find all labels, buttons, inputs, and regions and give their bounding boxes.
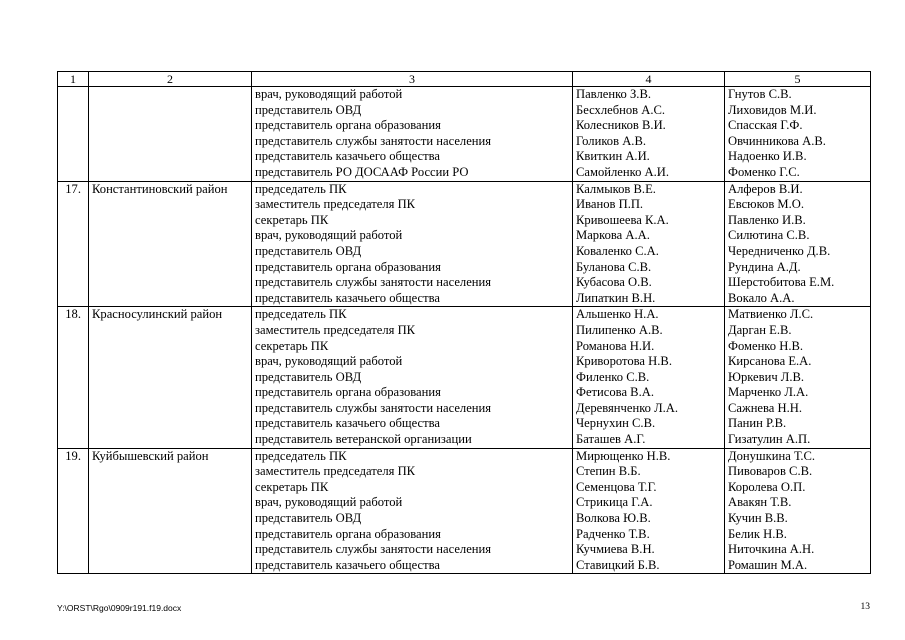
header-row xyxy=(58,72,871,87)
role-line: заместитель председателя ПК xyxy=(255,464,416,479)
role-line: представитель органа образования xyxy=(255,526,441,541)
member-name: Иванов П.П. xyxy=(576,197,644,212)
role-cell xyxy=(252,307,573,448)
role-line: врач, руководящий работой xyxy=(255,87,403,101)
row-number-cell xyxy=(58,87,89,182)
member-cell xyxy=(573,87,725,182)
deputy-name: Дарган Е.В. xyxy=(728,322,792,337)
role-line: представитель РО ДОСААФ России РО xyxy=(255,164,469,179)
deputy-name: Алферов В.И. xyxy=(728,181,803,196)
district-name: Красносулинский район xyxy=(92,307,223,322)
column-header-4: 4 xyxy=(573,72,725,87)
deputy-name: Павленко И.В. xyxy=(728,212,806,227)
deputy-name: Авакян Т.В. xyxy=(728,495,792,510)
member-name: Квиткин А.И. xyxy=(576,149,650,164)
member-name: Баташев А.Г. xyxy=(576,432,646,447)
role-line: представитель органа образования xyxy=(255,385,441,400)
member-name: Пилипенко А.В. xyxy=(576,322,663,337)
deputy-name: Сажнева Н.Н. xyxy=(728,400,803,415)
district-cell xyxy=(89,448,252,574)
role-line: представитель казачьего общества xyxy=(255,416,440,431)
row-number: 19. xyxy=(65,448,81,463)
member-name: Стрикица Г.А. xyxy=(576,495,653,510)
member-name: Буланова С.В. xyxy=(576,259,652,274)
role-line: представитель казачьего общества xyxy=(255,557,440,572)
deputy-name: Гнутов С.В. xyxy=(728,87,792,101)
deputy-name: Марченко Л.А. xyxy=(728,385,809,400)
row-number-cell xyxy=(58,181,89,307)
role-line: председатель ПК xyxy=(255,181,347,196)
footer-page-number: 13 xyxy=(860,602,870,612)
column-header-5: 5 xyxy=(725,72,871,87)
deputy-cell xyxy=(725,87,871,182)
deputy-name: Кучин В.В. xyxy=(728,511,788,526)
role-line: представитель казачьего общества xyxy=(255,290,440,305)
footer-file-path: Y:\ORST\Rgo\0909r191.f19.docx xyxy=(57,603,182,613)
deputy-name: Кирсанова Е.А. xyxy=(728,354,812,369)
role-line: представитель ОВД xyxy=(255,369,362,384)
role-line: председатель ПК xyxy=(255,307,347,322)
deputy-name: Белик Н.В. xyxy=(728,526,787,541)
member-name: Степин В.Б. xyxy=(576,464,641,479)
member-name: Маркова А.А. xyxy=(576,228,650,243)
table-row xyxy=(58,181,871,307)
role-line: врач, руководящий работой xyxy=(255,495,403,510)
role-line: представитель ОВД xyxy=(255,102,362,117)
deputy-name: Панин Р.В. xyxy=(728,416,787,431)
row-number-cell xyxy=(58,307,89,448)
role-line: представитель службы занятости населения xyxy=(255,133,492,148)
role-line: представитель органа образования xyxy=(255,118,441,133)
member-cell xyxy=(573,181,725,307)
member-name: Бесхлебнов А.С. xyxy=(576,102,666,117)
member-name: Павленко З.В. xyxy=(576,87,652,101)
role-line: представитель казачьего общества xyxy=(255,149,440,164)
member-name: Кривошеева К.А. xyxy=(576,212,669,227)
role-cell xyxy=(252,181,573,307)
deputy-name: Спасская Г.Ф. xyxy=(728,118,803,133)
table-row xyxy=(58,87,871,182)
role-line: врач, руководящий работой xyxy=(255,354,403,369)
deputy-name: Матвиенко Л.С. xyxy=(728,307,814,322)
deputy-name: Гизатулин А.П. xyxy=(728,432,811,447)
deputy-name: Чередниченко Д.В. xyxy=(728,243,831,258)
deputy-name: Евсюков М.О. xyxy=(728,197,805,212)
commission-table xyxy=(57,71,871,574)
member-name: Филенко С.В. xyxy=(576,369,650,384)
district-cell xyxy=(89,307,252,448)
member-name: Ставицкий Б.В. xyxy=(576,557,660,572)
deputy-cell xyxy=(725,307,871,448)
deputy-name: Фоменко Н.В. xyxy=(728,338,804,353)
district-cell xyxy=(89,181,252,307)
member-name: Кучмиева В.Н. xyxy=(576,542,655,557)
member-name: Семенцова Т.Г. xyxy=(576,479,657,494)
member-name: Альшенко Н.А. xyxy=(576,307,659,322)
district-name: Константиновский район xyxy=(92,181,228,196)
member-name: Мирющенко Н.В. xyxy=(576,448,671,463)
row-number-cell xyxy=(58,448,89,574)
member-name: Чернухин С.В. xyxy=(576,416,656,431)
deputy-name: Юркевич Л.В. xyxy=(728,369,805,384)
member-cell xyxy=(573,448,725,574)
member-name: Калмыков В.Е. xyxy=(576,181,656,196)
deputy-name: Овчинникова А.В. xyxy=(728,133,826,148)
role-line: представитель ветеранской организации xyxy=(255,432,472,447)
role-line: председатель ПК xyxy=(255,448,347,463)
role-line: врач, руководящий работой xyxy=(255,228,403,243)
member-name: Радченко Т.В. xyxy=(576,526,650,541)
role-line: представитель службы занятости населения xyxy=(255,275,492,290)
table-row xyxy=(58,307,871,448)
deputy-name: Фоменко Г.С. xyxy=(728,164,800,179)
role-line: представитель органа образования xyxy=(255,259,441,274)
district-cell xyxy=(89,87,252,182)
role-cell xyxy=(252,87,573,182)
member-cell xyxy=(573,307,725,448)
role-line: заместитель председателя ПК xyxy=(255,322,416,337)
member-name: Романова Н.И. xyxy=(576,338,655,353)
deputy-name: Ниточкина А.Н. xyxy=(728,542,815,557)
member-name: Липаткин В.Н. xyxy=(576,290,656,305)
deputy-name: Пивоваров С.В. xyxy=(728,464,813,479)
deputy-name: Силютина С.В. xyxy=(728,228,810,243)
role-line: секретарь ПК xyxy=(255,479,329,494)
member-name: Коваленко С.А. xyxy=(576,243,659,258)
deputy-cell xyxy=(725,181,871,307)
role-line: секретарь ПК xyxy=(255,212,329,227)
member-name: Колесников В.И. xyxy=(576,118,666,133)
member-name: Криворотова Н.В. xyxy=(576,354,672,369)
column-header-3: 3 xyxy=(252,72,573,87)
role-line: представитель службы занятости населения xyxy=(255,542,492,557)
role-line: секретарь ПК xyxy=(255,338,329,353)
role-line: представитель ОВД xyxy=(255,511,362,526)
row-number: 17. xyxy=(65,181,81,196)
column-header-2: 2 xyxy=(89,72,252,87)
table-body xyxy=(58,72,871,574)
member-name: Деревянченко Л.А. xyxy=(576,400,679,415)
member-name: Волкова Ю.В. xyxy=(576,511,651,526)
deputy-name: Королева О.П. xyxy=(728,479,806,494)
member-name: Фетисова В.А. xyxy=(576,385,654,400)
deputy-name: Вокало А.А. xyxy=(728,290,795,305)
role-line: представитель ОВД xyxy=(255,243,362,258)
deputy-name: Донушкина Т.С. xyxy=(728,448,816,463)
column-header-1: 1 xyxy=(58,72,89,87)
deputy-name: Шерстобитова Е.М. xyxy=(728,275,835,290)
deputy-name: Ромашин М.А. xyxy=(728,557,808,572)
role-line: представитель службы занятости населения xyxy=(255,400,492,415)
deputy-name: Лиховидов М.И. xyxy=(728,102,817,117)
deputy-name: Надоенко И.В. xyxy=(728,149,807,164)
district-name: Куйбышевский район xyxy=(92,448,209,463)
member-name: Голиков А.В. xyxy=(576,133,646,148)
member-name: Самойленко А.И. xyxy=(576,164,670,179)
deputy-name: Рундина А.Д. xyxy=(728,259,801,274)
member-name: Кубасова О.В. xyxy=(576,275,652,290)
role-line: заместитель председателя ПК xyxy=(255,197,416,212)
deputy-cell xyxy=(725,448,871,574)
row-number: 18. xyxy=(65,307,81,322)
role-cell xyxy=(252,448,573,574)
table-row xyxy=(58,448,871,574)
